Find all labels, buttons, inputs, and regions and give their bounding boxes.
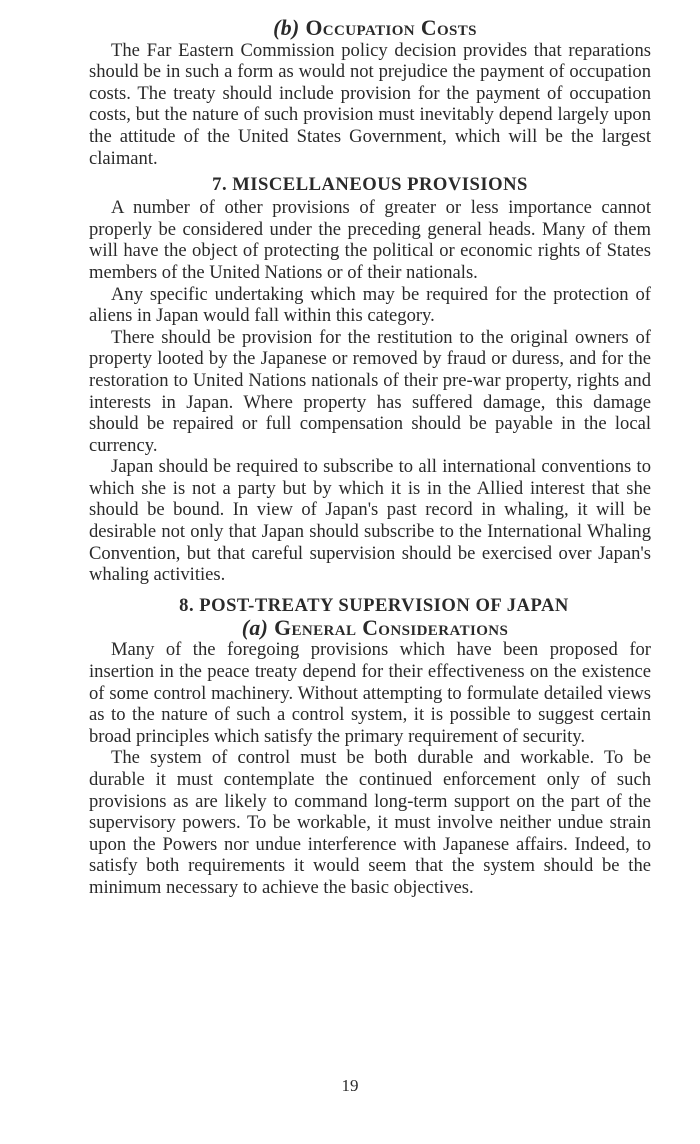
page-body bbox=[89, 18, 651, 899]
paragraph-control-machinery: Many of the foregoing provisions which have been proposed for insertion in the peace treaty depend for their effectiveness on the existence of some control machinery. Without attempting to formulate detailed views as to the nature of such a control system, it is possible to suggest certain broad principles which satisfy the primary requirement of security. bbox=[89, 639, 651, 747]
subsection-heading-general-considerations bbox=[89, 615, 651, 640]
paragraph-protection-of-aliens: Any specific undertaking which may be required for the protection of aliens in Japan would fall within this category. bbox=[89, 283, 651, 327]
paragraph-durable-workable: The system of control must be both durable and workable. To be durable it must contemplate the continued enforcement only of such provisions as are likely to command long-term support on the part of the supervisory powers. To be workable, it must involve neither undue strain upon the Powers nor undue interference with Japanese affairs. Indeed, to satisfy both requirements it would seem that the system should be the minimum necessary to achieve the basic objectives. bbox=[89, 747, 651, 898]
subsection-label: (b) bbox=[273, 16, 300, 40]
paragraph-restitution: There should be provision for the restitution to the original owners of property looted by the Japanese or removed by fraud or duress, and for the restoration to United Nations nationals of their pre-war property, rights and interests in Japan. Where property has suffered damage, this damage should be repaired or full compensation should be payable in the local currency. bbox=[89, 326, 651, 456]
subsection-title: General Considerations bbox=[274, 615, 509, 640]
paragraph-other-provisions: A number of other provisions of greater or less importance cannot properly be considered under the preceding general heads. Many of them will have the object of protecting the political or economic rights of States members of the United Nations or of their nationals. bbox=[89, 197, 651, 283]
subsection-heading-occupation-costs bbox=[89, 18, 651, 40]
section-heading-miscellaneous-provisions: 7. MISCELLANEOUS PROVISIONS bbox=[212, 174, 528, 196]
paragraph-occupation-costs: The Far Eastern Commission policy decision provides that reparations should be in such a form as would not prejudice the payment of occupation costs. The treaty should include provision for the payment of occupation costs, but the nature of such provision must inevitably depend largely upon the attitude of the United States Government, which will be the largest claimant. bbox=[89, 39, 651, 169]
page-number: 19 bbox=[341, 1076, 359, 1095]
paragraph-international-conventions: Japan should be required to subscribe to all international conventions to which she is not a party but by which it is in the Allied interest that she should be bound. In view of Japan's past record in whaling, it will be desirable not only that Japan should subscribe to the International Whaling Convention, but that careful supervision should be exercised over Japan's whaling activities. bbox=[89, 456, 651, 586]
section-heading-post-treaty-supervision: 8. POST-TREATY SUPERVISION OF JAPAN bbox=[179, 594, 569, 616]
subsection-label: (a) bbox=[241, 615, 269, 640]
subsection-title: Occupation Costs bbox=[305, 16, 477, 40]
